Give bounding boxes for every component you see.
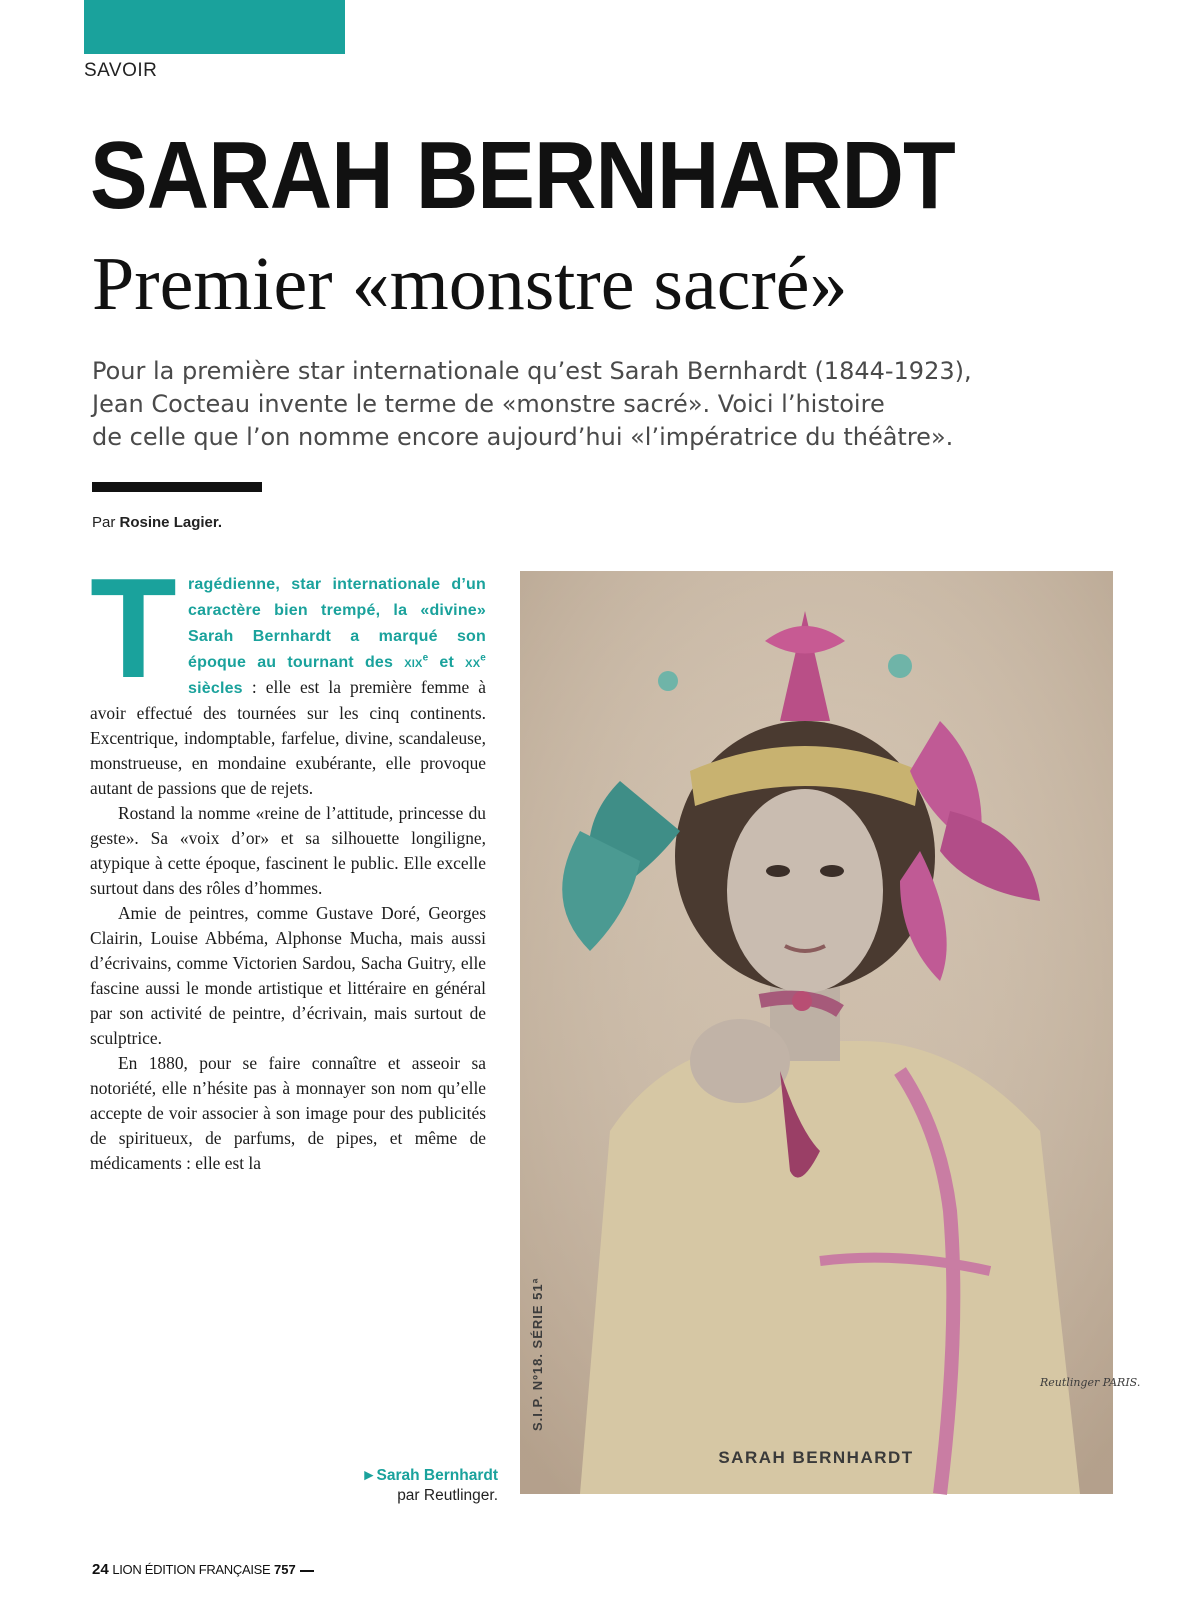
footer-dash [300, 1570, 314, 1572]
byline [92, 514, 222, 531]
page-title: SARAH BERNHARDT [90, 122, 955, 229]
issue-number: 757 [274, 1562, 296, 1577]
lead-in-text: siècles [188, 680, 243, 697]
divider-rule [92, 482, 262, 492]
page-footer [92, 1561, 314, 1578]
page-number: 24 [92, 1561, 109, 1578]
article-paragraph: En 1880, pour se faire connaître et asseoir sa notoriété, elle n’hésite pas à monnayer son nom qu’elle accepte de voir associer à son image pour des publicités de spiritueux, de parfums, de pipes, et même de médicaments : elle est la [90, 1053, 486, 1173]
postcard-label: SARAH BERNHARDT [718, 1448, 914, 1467]
article-paragraph: Rostand la nomme «reine de l’attitude, princesse du geste». Sa «voix d’or» et sa silhouette longiligne, atypique à cette époque, fascinent le public. Elle excelle surtout dans des rôles d’hommes. [90, 803, 486, 898]
article-paragraph [90, 549, 487, 801]
portrait-photo [520, 571, 1141, 1494]
century-numeral: xx [465, 654, 481, 671]
lead-in-text: ragédienne, star internationale d’un caractère bien trempé, la «divine» Sarah Bernhardt a marqué son époque au tournant des [188, 576, 486, 671]
article-body [90, 549, 487, 1176]
photo-caption [300, 1466, 498, 1506]
lead-in-text: et [428, 654, 466, 671]
caption-credit: par Reutlinger. [397, 1487, 498, 1504]
author-name: Rosine Lagier. [119, 514, 223, 531]
series-mark: S.I.P. Nº18. SÉRIE 51ª [530, 1277, 545, 1431]
lede-line: Pour la première star internationale qu’est Sarah Bernhardt (1844-1923), [92, 357, 972, 385]
article-paragraph: Amie de peintres, comme Gustave Doré, Georges Clairin, Louise Abbéma, Alphonse Mucha, mais aussi d’écrivains, comme Victorien Sardou, Sacha Guitry, elle fascine aussi le monde artistique et littéraire en général par son activité de peintre, d’écrivain, mais surtout de sculptrice. [90, 903, 486, 1048]
superscript: e [480, 652, 487, 664]
paragraph-text: : elle est la première femme à avoir effectué des tournées sur les cinq continents. Excentrique, indomptable, farfelue, divine, scandaleuse, monstrueuse, en mondaine exubérante, elle provoque autant de passions que de rejets. [90, 677, 486, 798]
portrait-illustration [520, 571, 1141, 1494]
section-color-bar [84, 0, 345, 54]
superscript: e [422, 652, 429, 664]
section-rubric: SAVOIR [84, 60, 158, 81]
drop-cap: T [90, 549, 177, 708]
page-subtitle: Premier «monstre sacré» [92, 242, 848, 326]
studio-mark: Reutlinger PARIS. [1040, 1376, 1141, 1389]
byline-prefix: Par [92, 514, 116, 531]
century-numeral: xix [404, 654, 423, 671]
lede-line: Jean Cocteau invente le terme de «monstre sacré». Voici l’histoire [92, 390, 885, 418]
caption-name: ►Sarah Bernhardt [361, 1467, 498, 1484]
lede-line: de celle que l’on nomme encore aujourd’hui «l’impératrice du théâtre». [92, 423, 954, 451]
magazine-name: LION ÉDITION FRANÇAISE [112, 1562, 271, 1577]
lede-paragraph [92, 355, 1012, 454]
